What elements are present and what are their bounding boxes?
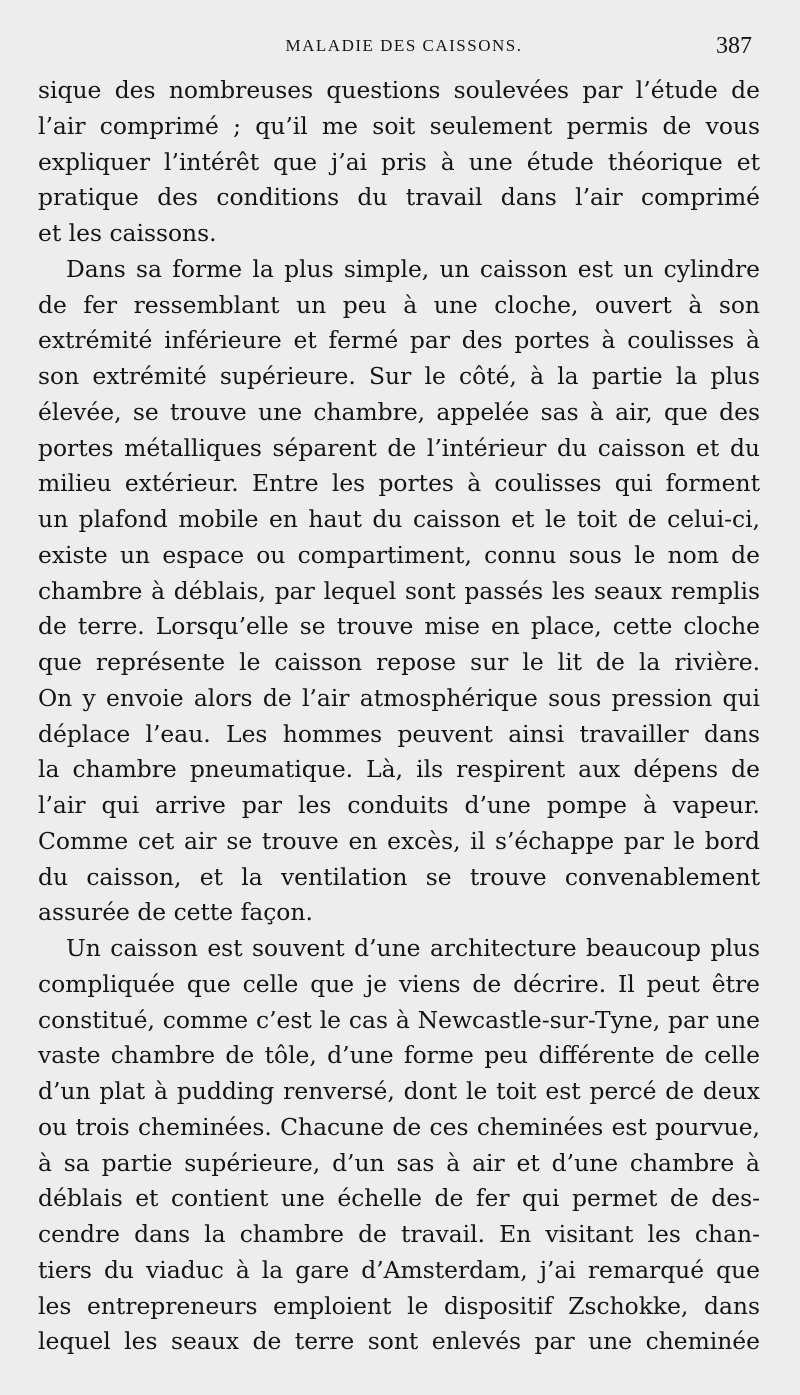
text-line: pratique des conditions du travail dans l’air comprimé [38,183,760,212]
text-line: d’un plat à pudding renversé, dont le toit est percé de deux [38,1077,760,1105]
text-line: la chambre pneumatique. Là, ils respirent aux dépens de [38,755,760,784]
text-line: vaste chambre de tôle, d’une forme peu différente de celle [38,1041,760,1070]
text-line: déblais et contient une échelle de fer qui permet de des- [38,1184,760,1213]
text-line: Dans sa forme la plus simple, un caisson est un cylindre [66,254,760,283]
text-line: Un caisson est souvent d’une architecture beaucoup plus [66,934,760,962]
text-line: milieu extérieur. Entre les portes à coulisses qui forment [38,469,760,498]
text-line: constitué, comme c’est le cas à Newcastle-sur-Tyne, par une [38,1005,760,1034]
text-line: déplace l’eau. Les hommes peuvent ainsi travailler dans [38,719,760,748]
text-line: l’air qui arrive par les conduits d’une pompe à vapeur. [38,791,760,819]
running-head [40,33,752,63]
text-line: l’air comprimé ; qu’il me soit seulement permis de vous [38,111,760,140]
text-line: On y envoie alors de l’air atmosphérique sous pression qui [38,683,760,712]
text-line: un plafond mobile en haut du caisson et le toit de celui-ci, [38,505,760,533]
text-line: et les caissons. [38,219,217,247]
text-line: à sa partie supérieure, d’un sas à air et d’une chambre à [38,1148,760,1177]
text-line: sique des nombreuses questions soulevées par l’étude de [38,76,760,104]
text-line: que représente le caisson repose sur le lit de la rivière. [38,648,760,676]
text-line: du caisson, et la ventilation se trouve convenablement [38,862,760,891]
text-line: tiers du viaduc à la gare d’Amsterdam, j’ai remarqué que [38,1255,760,1284]
text-line: portes métalliques séparent de l’intérieur du caisson et du [38,433,760,462]
text-line: son extrémité supérieure. Sur le côté, à la partie la plus [38,362,760,390]
text-line: compliquée que celle que je viens de décrire. Il peut être [38,969,760,998]
text-line: extrémité inférieure et fermé par des portes à coulisses à [38,326,760,355]
text-line: les entrepreneurs emploient le dispositif Zschokke, dans [38,1291,760,1320]
text-line: de terre. Lorsqu’elle se trouve mise en place, cette cloche [38,612,760,641]
text-line: cendre dans la chambre de travail. En visitant les chan- [38,1220,760,1248]
text-line: lequel les seaux de terre sont enlevés par une cheminée [38,1327,760,1356]
text-line: Comme cet air se trouve en excès, il s’échappe par le bord [38,826,760,855]
text-line: chambre à déblais, par lequel sont passés les seaux remplis [38,576,760,605]
text-line: de fer ressemblant un peu à une cloche, ouvert à son [38,290,760,319]
page-number: 387 [716,33,752,59]
header-title: MALADIE DES CAISSONS. [285,36,523,55]
text-line: assurée de cette façon. [38,898,313,927]
text-line: existe un espace ou compartiment, connu sous le nom de [38,540,760,569]
text-line: ou trois cheminées. Chacune de ces cheminées est pourvue, [38,1112,760,1141]
text-line: élevée, se trouve une chambre, appelée sas à air, que des [38,397,760,426]
body-text [38,73,760,1360]
text-line: expliquer l’intérêt que j’ai pris à une étude théorique et [38,147,760,176]
